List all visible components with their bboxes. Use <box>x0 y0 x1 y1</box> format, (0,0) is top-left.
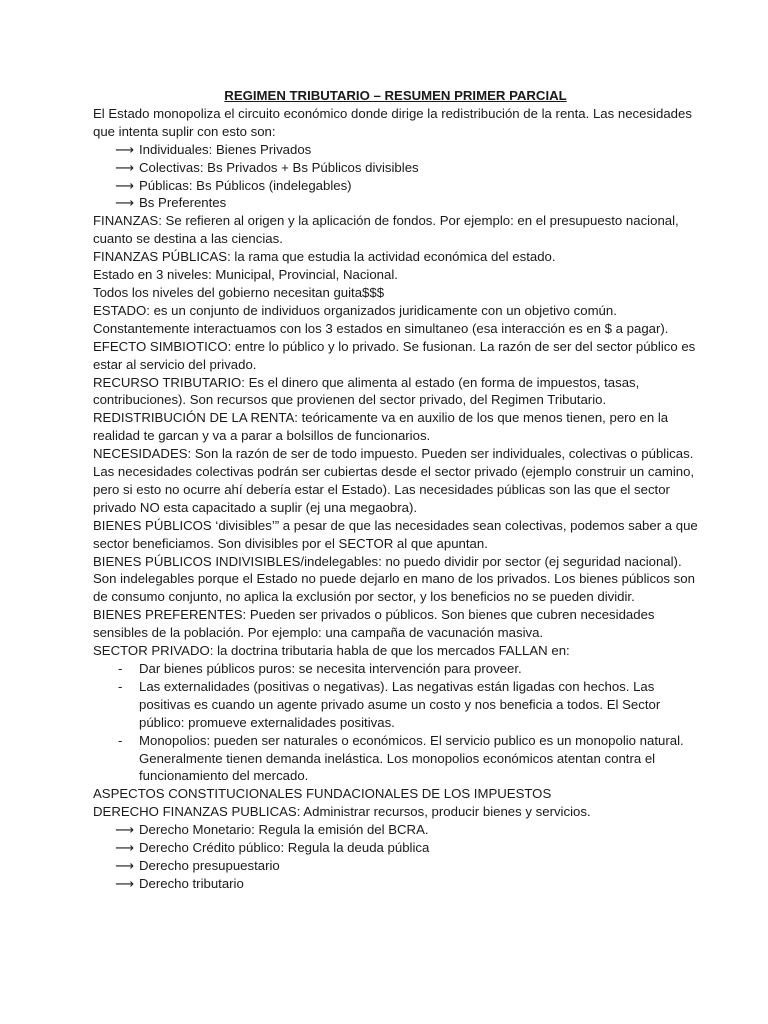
arrow-icon: ⟶ <box>115 875 134 891</box>
derecho-finanzas-paragraph: DERECHO FINANZAS PUBLICAS: Administrar recursos, producir bienes y servicios. <box>93 804 591 820</box>
list-item: ⟶ Colectivas: Bs Privados + Bs Públicos divisibles <box>115 159 419 175</box>
list-item: ⟶ Derecho tributario <box>115 875 244 891</box>
list-item: ⟶ Derecho Monetario: Regula la emisión del BCRA. <box>115 822 429 838</box>
dash-icon: - <box>118 661 123 676</box>
bienes-indivisibles-paragraph: BIENES PÚBLICOS INDIVISIBLES/indelegables: no puedo dividir por sector (ej seguridad nacional). Son indelegables porque el Estado no puede dejarlo en mano de los privados. Los bienes públicos son de consumo conjunto, no aplica la exclusión por sector, y los beneficios no se pueden dividir. <box>93 553 695 605</box>
intro-paragraph: El Estado monopoliza el circuito económico donde dirige la redistribución de la renta. Las necesidades que intenta suplir con esto son: <box>93 105 692 139</box>
needs-list <box>93 141 708 213</box>
estado-niveles-paragraph: Estado en 3 niveles: Municipal, Provincial, Nacional. <box>93 267 398 283</box>
bienes-divisibles-paragraph: BIENES PÚBLICOS ‘divisibles’” a pesar de que las necesidades sean colectivas, podemos saber a que sector beneficiamos. Son divisibles por el SECTOR al que apuntan. <box>93 517 698 551</box>
finanzas-publicas-paragraph: FINANZAS PÚBLICAS: la rama que estudia la actividad económica del estado. <box>93 249 556 265</box>
list-item: - Dar bienes públicos puros: se necesita intervención para proveer. <box>118 661 522 676</box>
arrow-icon: ⟶ <box>115 195 134 211</box>
list-item: ⟶ Derecho presupuestario <box>115 857 280 873</box>
document-title: REGIMEN TRIBUTARIO – RESUMEN PRIMER PARCIAL <box>224 88 567 103</box>
list-item: ⟶ Bs Preferentes <box>115 195 227 211</box>
necesidades-paragraph: NECESIDADES: Son la razón de ser de todo impuesto. Pueden ser individuales, colectivas o públicas. Las necesidades colectivas podrán ser cubiertas desde el sector privado (ejemplo construir un camino, pero si esto no ocurre ahí debería estar el Estado). Las necesidades públicas son las que el sector privado NO esta capacitado a suplir (ej una megaobra). <box>93 446 695 515</box>
arrow-icon: ⟶ <box>115 141 134 157</box>
efecto-simbiotico-paragraph: EFECTO SIMBIOTICO: entre lo público y lo privado. Se fusionan. La razón de ser del sector público es estar al servicio del privado. <box>93 338 696 372</box>
dash-icon: - <box>118 678 123 694</box>
arrow-icon: ⟶ <box>115 822 134 838</box>
niveles-gobierno-paragraph: Todos los niveles del gobierno necesitan guita$$$ <box>93 284 385 300</box>
market-failures-list <box>93 660 708 785</box>
arrow-icon: ⟶ <box>115 840 134 856</box>
list-item: - Monopolios: pueden ser naturales o económicos. El servicio publico es un monopolio natural. Generalmente tienen demanda inelástica. Los monopolios económicos atentan contra el funcionamiento del mercado. <box>118 732 684 784</box>
dash-icon: - <box>118 732 123 748</box>
list-item: ⟶ Públicas: Bs Públicos (indelegables) <box>115 177 352 193</box>
sector-privado-paragraph: SECTOR PRIVADO: la doctrina tributaria habla de que los mercados FALLAN en: <box>93 643 570 659</box>
arrow-icon: ⟶ <box>115 159 134 175</box>
law-branches-list <box>93 821 708 893</box>
arrow-icon: ⟶ <box>115 177 134 193</box>
list-item: ⟶ Derecho Crédito público: Regula la deuda pública <box>115 840 430 856</box>
redistribucion-paragraph: REDISTRIBUCIÓN DE LA RENTA: teóricamente va en auxilio de los que menos tienen, pero en la realidad te garcan y va a parar a bolsillos de funcionarios. <box>93 410 669 444</box>
finanzas-paragraph: FINANZAS: Se refieren al origen y la aplicación de fondos. Por ejemplo: en el presupuesto nacional, cuanto se destina a las ciencias. <box>93 213 679 247</box>
bienes-preferentes-paragraph: BIENES PREFERENTES: Pueden ser privados o públicos. Son bienes que cubren necesidades sensibles de la población. Por ejemplo: una campaña de vacunación masiva. <box>93 607 655 641</box>
estado-paragraph: ESTADO: es un conjunto de individuos organizados juridicamente con un objetivo común. Constantemente interactuamos con los 3 estados en simultaneo (esa interacción es en $ a pagar). <box>93 302 669 336</box>
arrow-icon: ⟶ <box>115 857 134 873</box>
list-item: ⟶ Individuales: Bienes Privados <box>115 141 312 157</box>
recurso-tributario-paragraph: RECURSO TRIBUTARIO: Es el dinero que alimenta al estado (en forma de impuestos, tasas, contribuciones). Son recursos que provienen del sector privado, del Regimen Tributario. <box>93 374 640 408</box>
list-item: - Las externalidades (positivas o negativas). Las negativas están ligadas con hechos. Las positivas es cuando un agente privado asume un costo y nos beneficia a todos. El Sector público: promueve externalidades positivas. <box>118 678 661 730</box>
aspectos-constitucionales-heading: ASPECTOS CONSTITUCIONALES FUNDACIONALES DE LOS IMPUESTOS <box>93 786 552 802</box>
